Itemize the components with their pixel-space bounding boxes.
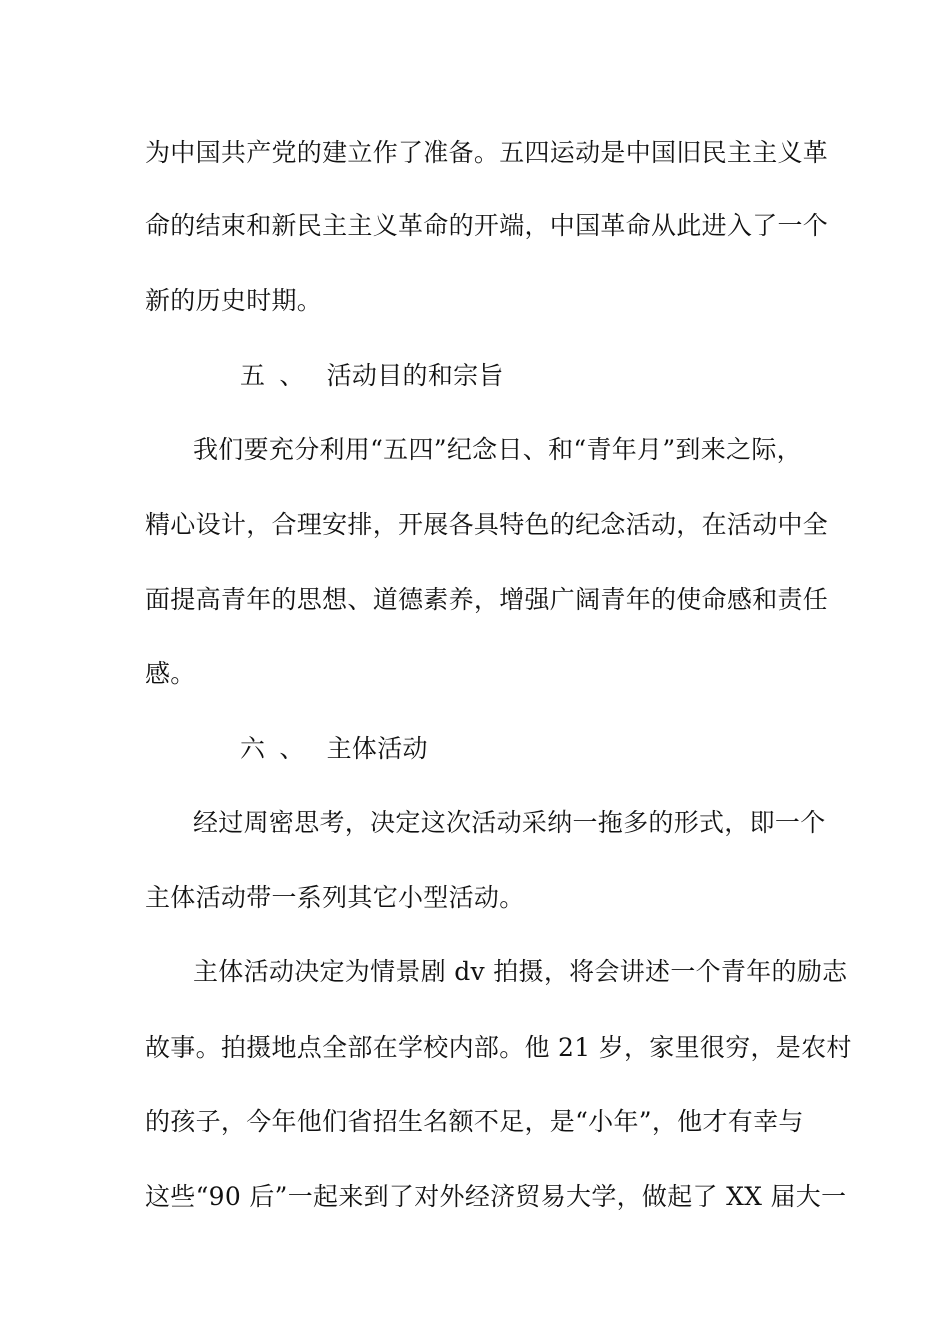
paragraph-line: 为中国共产党的建立作了准备。五四运动是中国旧民主主义革 <box>145 138 829 167</box>
paragraph-line: 面提高青年的思想、道德素养，增强广阔青年的使命感和责任 <box>145 585 829 614</box>
paragraph-line: 命的结束和新民主主义革命的开端，中国革命从此进入了一个 <box>145 211 829 240</box>
heading-separator: 、 <box>279 361 305 390</box>
paragraph-line: 感。 <box>145 659 196 688</box>
section-heading-5 <box>240 361 504 391</box>
paragraph-line: 这些“90 后”一起来到了对外经济贸易大学，做起了 XX 届大一 <box>145 1182 847 1211</box>
paragraph-line: 新的历史时期。 <box>145 286 323 315</box>
section-heading-6 <box>240 734 428 764</box>
paragraph-line: 精心设计，合理安排，开展各具特色的纪念活动，在活动中全 <box>145 510 829 539</box>
heading-separator: 、 <box>279 734 305 763</box>
heading-number: 六 <box>240 734 266 763</box>
paragraph-line: 主体活动决定为情景剧 dv 拍摄，将会讲述一个青年的励志 <box>193 957 848 986</box>
paragraph-line: 的孩子，今年他们省招生名额不足，是“小年”，他才有幸与 <box>145 1107 804 1136</box>
paragraph-line: 我们要充分利用“五四”纪念日、和“青年月”到来之际， <box>193 435 802 464</box>
heading-number: 五 <box>240 361 266 390</box>
paragraph-line: 主体活动带一系列其它小型活动。 <box>145 883 525 912</box>
heading-title: 主体活动 <box>326 734 428 763</box>
paragraph-line: 故事。拍摄地点全部在学校内部。他 21 岁，家里很穷，是农村 <box>145 1033 852 1062</box>
paragraph-line: 经过周密思考，决定这次活动采纳一拖多的形式，即一个 <box>193 808 826 837</box>
heading-title: 活动目的和宗旨 <box>326 361 504 390</box>
